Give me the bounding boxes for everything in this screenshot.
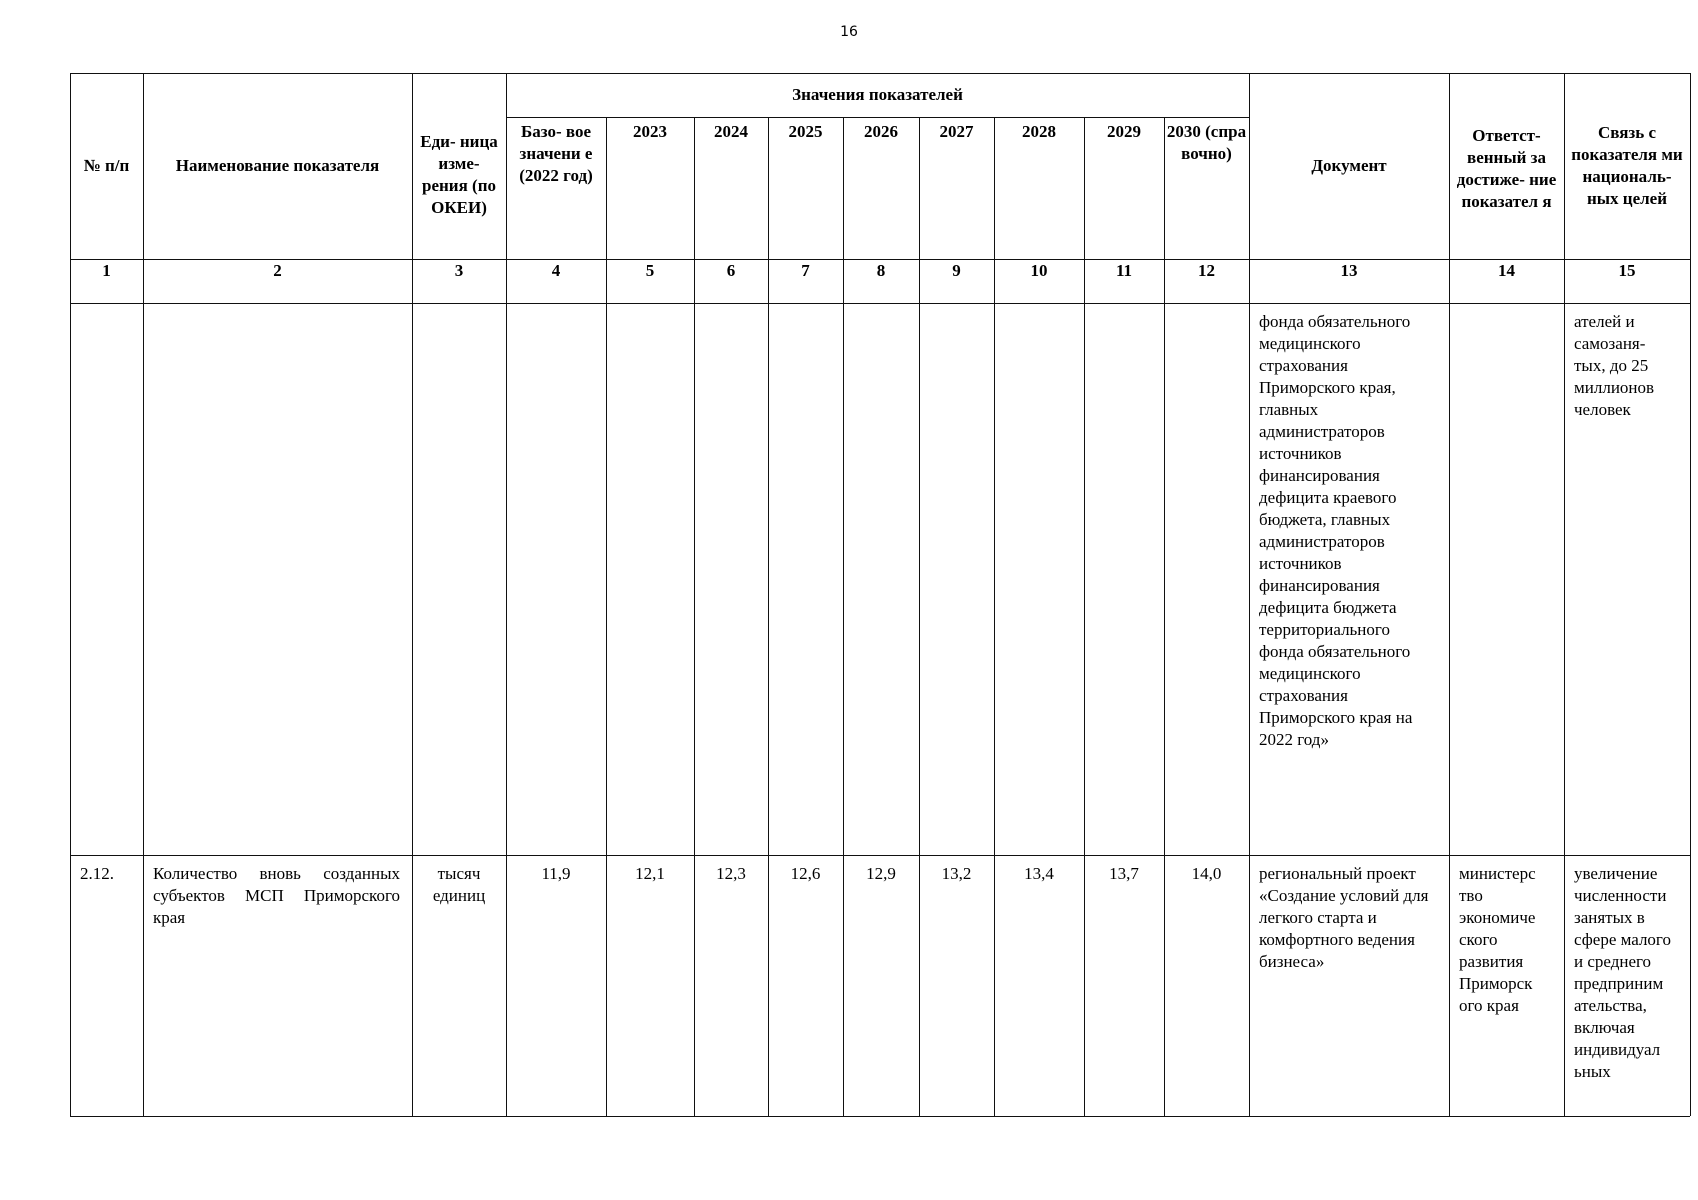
column-number: 12: [1198, 261, 1215, 280]
year-value: 13,2: [941, 864, 972, 883]
responsible-text: министерс тво экономиче ского развития Приморск ого края: [1459, 864, 1536, 1015]
national-goals-text: ателей и самозаня- тых, до 25 миллионов человек: [1574, 312, 1655, 419]
table-rule-horizontal: [70, 855, 1690, 856]
table-rule-vertical: [506, 73, 507, 1116]
header-year: 2029: [1107, 122, 1141, 141]
year-value: 13,7: [1109, 864, 1139, 883]
unit-value: тысяч единиц: [432, 864, 486, 905]
header-base-value: Базо- вое значени е (2022 год): [519, 122, 593, 185]
header-year: 2030 (спра вочно): [1166, 122, 1247, 163]
header-national-goals: Связь с показателя ми националь- ных целей: [1571, 123, 1683, 208]
table-rule-vertical: [412, 73, 413, 1116]
column-number: 6: [726, 261, 736, 280]
header-unit: Еди- ница изме- рения (по ОКЕИ): [420, 132, 498, 217]
column-number: 1: [102, 261, 111, 280]
header-document: Документ: [1311, 156, 1387, 175]
base-value: 11,9: [541, 864, 571, 883]
column-number: 2: [273, 261, 282, 280]
page-number: 16: [840, 24, 858, 40]
year-value: 14,0: [1191, 864, 1222, 883]
national-goals-text: увеличение численности занятых в сфере малого и среднего предприним ательства, включая индивидуал ьных: [1574, 864, 1671, 1081]
table-rule-horizontal: [70, 303, 1690, 304]
header-number: № п/п: [83, 156, 130, 175]
column-number: 8: [876, 261, 886, 280]
year-value: 12,3: [716, 864, 746, 883]
column-number: 14: [1498, 261, 1515, 280]
column-number: 11: [1115, 261, 1133, 280]
column-number: 5: [645, 261, 655, 280]
row-number: 2.12.: [80, 864, 114, 883]
column-number: 9: [952, 261, 961, 280]
column-number: 3: [454, 261, 464, 280]
year-value: 12,1: [635, 864, 665, 883]
header-year: 2027: [939, 122, 974, 141]
header-responsible: Ответст- венный за достиже- ние показател я: [1456, 126, 1557, 211]
table-rule-horizontal: [70, 1116, 1690, 1117]
document-text: региональный проект «Создание условий для легкого старта и комфортного ведения бизнеса»: [1259, 864, 1429, 971]
column-number: 4: [551, 261, 561, 280]
year-value: 12,9: [866, 864, 896, 883]
header-values-group: Значения показателей: [792, 85, 963, 104]
header-year: 2025: [788, 122, 823, 141]
document-text: фонда обязательного медицинского страхования Приморского края, главных администраторов источников финансирования дефицита краевого бюджета, главных администраторов источников финансирования дефицита бюджета территориального фонда обязательного медицинского страхования Приморского края на 2022 год»: [1259, 312, 1413, 749]
column-number: 7: [801, 261, 810, 280]
header-year: 2026: [864, 122, 898, 141]
year-value: 12,6: [790, 864, 821, 883]
year-value: 13,4: [1024, 864, 1054, 883]
table-rule-vertical: [1690, 73, 1691, 1116]
header-year: 2023: [633, 122, 667, 141]
column-number: 13: [1340, 261, 1358, 280]
column-number: 10: [1030, 261, 1048, 280]
indicator-name: Количество вновь созданных субъектов МСП Приморского края: [153, 864, 400, 927]
header-year: 2028: [1022, 122, 1056, 141]
table-rule-horizontal: [506, 117, 1249, 118]
header-year: 2024: [714, 122, 748, 141]
column-number: 15: [1618, 261, 1636, 280]
header-indicator-name: Наименование показателя: [175, 156, 380, 175]
